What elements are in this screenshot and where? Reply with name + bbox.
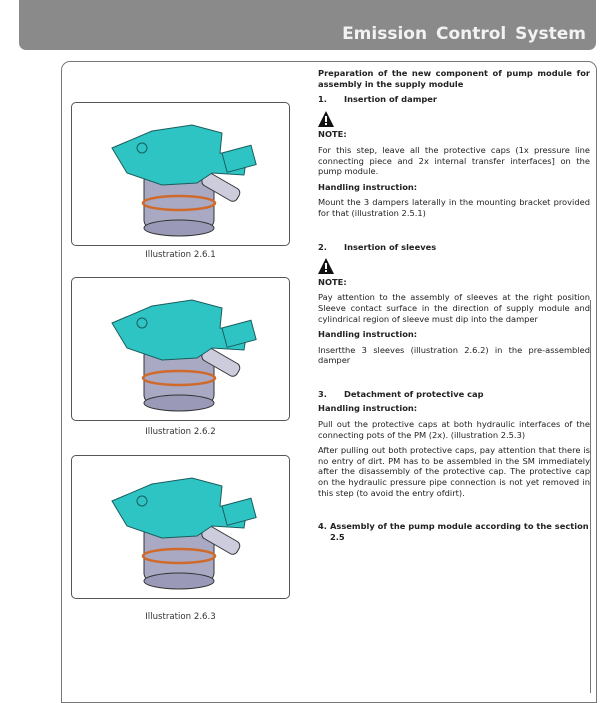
- pump-module-dampers-image: [72, 103, 289, 245]
- page-header: [19, 0, 596, 50]
- illustration-2-6-1: [71, 102, 290, 246]
- note-text: For this step, leave all the protective caps (1x pressure line connecting piece and 2x internal transfer interfaces] on the pump module.: [318, 144, 590, 177]
- divider: [590, 300, 591, 693]
- step-1-heading: 1. Insertion of damper: [318, 94, 437, 105]
- instructions-column: [318, 68, 590, 546]
- pump-module-sleeves-image: [72, 278, 289, 420]
- step-4-heading: 4. Assembly of the pump module according to the section 2.5: [318, 521, 589, 542]
- illustration-caption: Illustration 2.6.1: [145, 250, 216, 260]
- illustration-2-6-2: [71, 277, 290, 421]
- step-2-heading: 2. Insertion of sleeves: [318, 241, 437, 252]
- header-title: Emission Control System: [342, 24, 586, 44]
- section-intro: Preparation of the new component of pump module for assembly in the supply module: [318, 68, 590, 89]
- warning-icon: [318, 111, 334, 127]
- note-label: NOTE:: [318, 129, 347, 140]
- handling-text: Insertthe 3 sleeves (illustration 2.6.2) in the pre-assembled damper: [318, 344, 590, 366]
- pump-module-cap-image: [72, 456, 289, 598]
- handling-label: Handling instruction:: [318, 181, 418, 192]
- warning-icon: [318, 258, 334, 274]
- handling-text-2: After pulling out both protective caps, pay attention that there is no entry of dirt. PM has to be assembled in the SM immediately after the disassembly of the protective cap. The protective cap on the hydraulic pressure pipe connection is not yet removed in this step (to avoid the entry ofdirt).: [318, 445, 590, 498]
- handling-label: Handling instruction:: [318, 403, 418, 414]
- illustration-2-6-3: [71, 455, 290, 599]
- illustration-caption: Illustration 2.6.2: [145, 427, 216, 437]
- handling-text: Pull out the protective caps at both hydraulic interfaces of the connecting pots of the PM (2x). (illustration 2.5.3): [318, 419, 590, 440]
- note-label: NOTE:: [318, 276, 347, 287]
- step-3-heading: 3. Detachment of protective cap: [318, 388, 484, 399]
- handling-text: Mount the 3 dampers laterally in the mounting bracket provided for that (illustration 2.5.1): [318, 197, 590, 218]
- illustration-caption: Illustration 2.6.3: [145, 612, 216, 622]
- handling-label: Handling instruction:: [318, 329, 418, 340]
- note-text: Pay attention to the assembly of sleeves at the right position Sleeve contact surface in the direction of supply module and cylindrical region of sleeve must dip into the damper: [318, 292, 590, 324]
